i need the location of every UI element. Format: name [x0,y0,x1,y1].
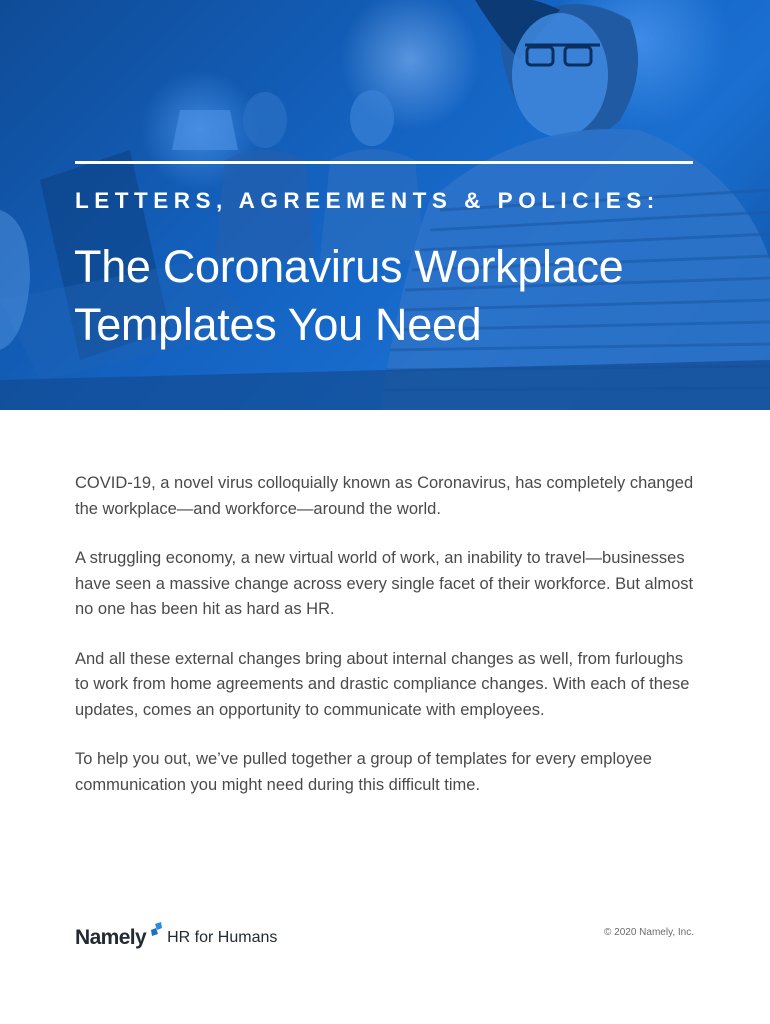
intro-paragraph: COVID-19, a novel virus colloquially known as Coronavirus, has completely changed the workplace—and workforce—around the world. [75,474,694,518]
title-line-1: The Coronavirus Workplace [74,241,624,292]
logo-wordmark: Namely [75,926,147,949]
copyright-notice: © 2020 Namely, Inc. [604,927,694,938]
hero-divider [75,161,693,164]
intro-body [75,471,700,822]
page-footer [0,900,770,960]
page-title [74,238,734,354]
intro-paragraph: A struggling economy, a new virtual world of work, an inability to travel—businesses have seen a massive change across every single facet of their workforce. But almost no one has been hit as hard as HR. [75,549,694,618]
hero-banner [0,0,770,410]
logo-tagline: HR for Humans [167,929,278,946]
section-eyebrow: LETTERS, AGREEMENTS & POLICIES: [75,188,660,213]
intro-paragraph: To help you out, we’ve pulled together a group of templates for every employee communication you might need during this difficult time. [75,750,652,794]
namely-mark-icon [149,926,163,950]
namely-logo [75,914,277,950]
title-line-2: Templates You Need [74,299,482,350]
intro-paragraph: And all these external changes bring about internal changes as well, from furloughs to work from home agreements and drastic compliance changes. With each of these updates, comes an opportunity to communicate with employees. [75,649,690,719]
